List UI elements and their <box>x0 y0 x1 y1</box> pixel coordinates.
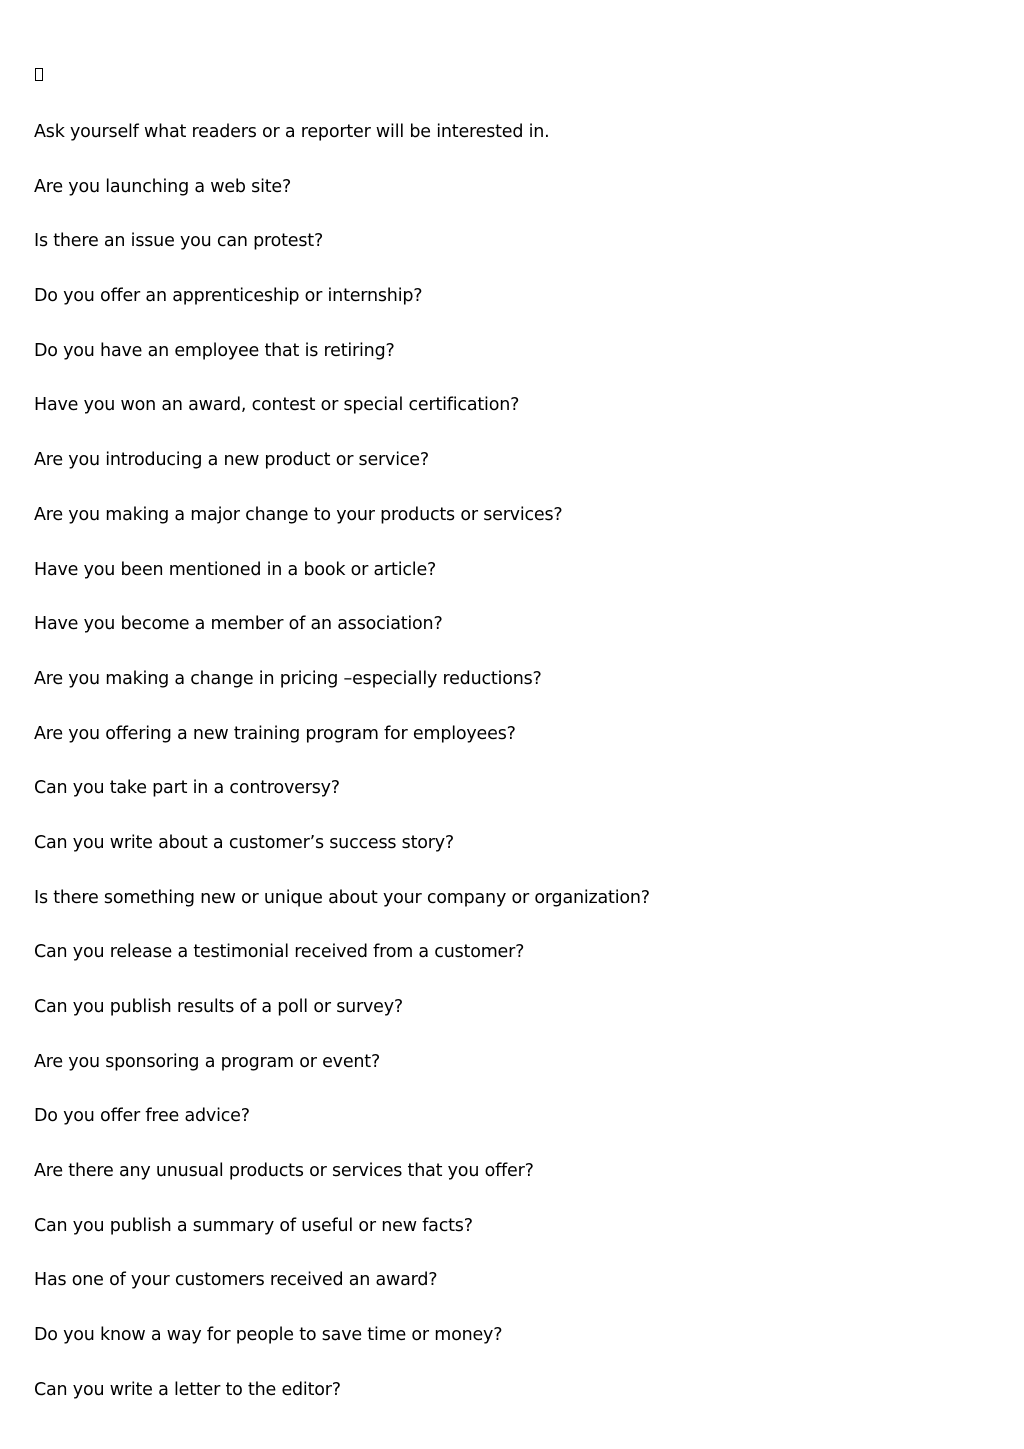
list-item: Is there something new or unique about your company or organization? <box>34 887 650 908</box>
list-item: Do you know a way for people to save time or money? <box>34 1325 503 1346</box>
list-item: Are you sponsoring a program or event? <box>34 1051 381 1072</box>
list-item: Are you making a change in pricing –especially reductions? <box>34 668 542 689</box>
list-item: Are you making a major change to your products or services? <box>34 504 563 525</box>
list-item: Do you have an employee that is retiring? <box>34 340 395 361</box>
missing-glyph-icon <box>35 68 43 81</box>
list-item: Ask yourself what readers or a reporter will be interested in. <box>34 122 550 142</box>
list-item: Can you take part in a controversy? <box>34 778 340 799</box>
list-item: Are you offering a new training program for employees? <box>34 723 516 744</box>
list-item: Do you offer free advice? <box>34 1106 250 1127</box>
list-item: Has one of your customers received an award? <box>34 1270 438 1291</box>
list-item: Can you publish results of a poll or survey? <box>34 997 403 1017</box>
list-item: Have you won an award, contest or special certification? <box>34 395 520 416</box>
question-list <box>34 118 650 1431</box>
list-item: Do you offer an apprenticeship or internship? <box>34 286 423 307</box>
list-item: Have you become a member of an association? <box>34 614 443 635</box>
list-item: Can you write a letter to the editor? <box>34 1379 341 1400</box>
list-item: Is there an issue you can protest? <box>34 231 324 252</box>
list-item: Can you write about a customer’s success story? <box>34 832 455 853</box>
list-item: Have you been mentioned in a book or article? <box>34 559 437 580</box>
list-item: Are you launching a web site? <box>34 176 292 197</box>
list-item: Are you introducing a new product or service? <box>34 450 429 471</box>
list-item: Can you release a testimonial received from a customer? <box>34 942 525 963</box>
list-item: Can you publish a summary of useful or new facts? <box>34 1215 473 1236</box>
list-item: Are there any unusual products or services that you offer? <box>34 1161 534 1182</box>
